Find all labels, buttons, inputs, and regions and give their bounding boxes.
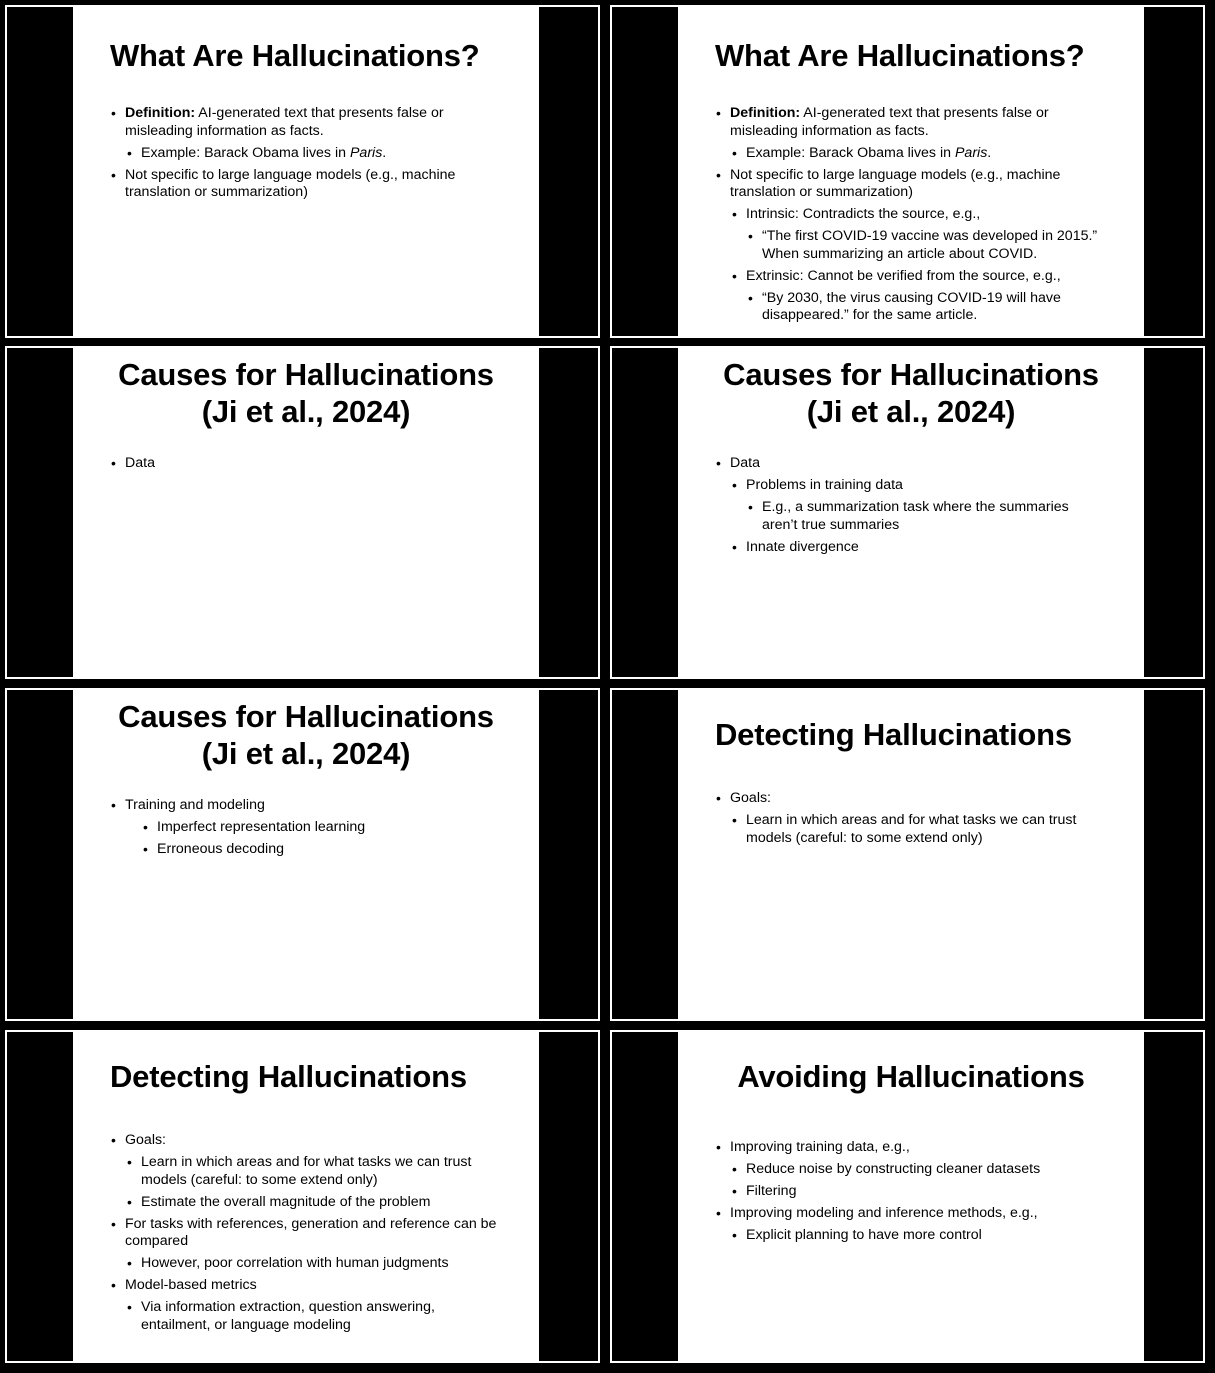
bullet-list (73, 105, 455, 206)
list-item: • Example: Barack Obama lives in Paris. (678, 145, 1097, 163)
list-item: • Not specific to large language models (e.g., machine translation or summarization) (678, 167, 1097, 202)
list-item: • Filtering (678, 1183, 1040, 1201)
slide-content (73, 7, 539, 336)
slide-title: What Are Hallucinations? (715, 38, 1085, 73)
slide-title: What Are Hallucinations? (110, 38, 480, 73)
bullet-list (678, 790, 1076, 852)
list-item: • Model-based metrics (73, 1277, 496, 1295)
list-item: • Data (678, 455, 1069, 473)
list-item: • Innate divergence (678, 539, 1069, 557)
bullet-list (678, 105, 1097, 329)
bullet-list (73, 455, 155, 477)
slide-6[interactable] (610, 688, 1205, 1021)
list-item: • Erroneous decoding (73, 841, 365, 859)
slide-content (678, 1032, 1144, 1361)
slide-4[interactable] (610, 346, 1205, 679)
list-item: • E.g., a summarization task where the summaries aren’t true summaries (678, 499, 1069, 534)
bullet-list (678, 455, 1069, 561)
list-item: • Improving training data, e.g., (678, 1139, 1040, 1157)
list-item: • Explicit planning to have more control (678, 1227, 1040, 1245)
slide-content (73, 1032, 539, 1361)
list-item: • However, poor correlation with human judgments (73, 1255, 496, 1273)
list-item: • For tasks with references, generation and reference can be compared (73, 1216, 496, 1251)
slide-8[interactable] (610, 1030, 1205, 1363)
slide-content (678, 348, 1144, 677)
slide-content (73, 348, 539, 677)
list-item: • Example: Barack Obama lives in Paris. (73, 145, 455, 163)
slide-2[interactable] (610, 5, 1205, 338)
slide-7[interactable] (5, 1030, 600, 1363)
slide-title: Causes for Hallucinations (Ji et al., 2024) (723, 357, 1099, 429)
list-item: • Improving modeling and inference methods, e.g., (678, 1205, 1040, 1223)
slide-content (678, 7, 1144, 336)
list-item: • Goals: (73, 1132, 496, 1150)
slide-title: Avoiding Hallucinations (737, 1059, 1085, 1094)
list-item: • Extrinsic: Cannot be verified from the source, e.g., (678, 268, 1097, 286)
list-item: • Goals: (678, 790, 1076, 808)
list-item: • Definition: AI-generated text that presents false or misleading information as facts. (73, 105, 455, 140)
list-item: • Estimate the overall magnitude of the problem (73, 1194, 496, 1212)
slide-title: Detecting Hallucinations (110, 1059, 467, 1094)
list-item: • Definition: AI-generated text that presents false or misleading information as facts. (678, 105, 1097, 140)
list-item: • Via information extraction, question answering, entailment, or language modeling (73, 1299, 496, 1334)
slide-1[interactable] (5, 5, 600, 338)
slide-title: Causes for Hallucinations (Ji et al., 2024) (118, 699, 494, 771)
bullet-list (678, 1139, 1040, 1249)
bullet-list (73, 1132, 496, 1339)
slide-title: Causes for Hallucinations (Ji et al., 2024) (118, 357, 494, 429)
slide-3[interactable] (5, 346, 600, 679)
list-item: • Training and modeling (73, 797, 365, 815)
list-item: • Learn in which areas and for what tasks we can trust models (careful: to some extend only) (73, 1154, 496, 1189)
bullet-list (73, 797, 365, 863)
slide-5[interactable] (5, 688, 600, 1021)
list-item: • Intrinsic: Contradicts the source, e.g., (678, 206, 1097, 224)
slide-title: Detecting Hallucinations (715, 717, 1072, 752)
list-item: • “The first COVID-19 vaccine was developed in 2015.” When summarizing an article about COVID. (678, 228, 1097, 263)
list-item: • “By 2030, the virus causing COVID-19 will have disappeared.” for the same article. (678, 290, 1097, 325)
list-item: • Imperfect representation learning (73, 819, 365, 837)
slide-content (73, 690, 539, 1019)
list-item: • Reduce noise by constructing cleaner datasets (678, 1161, 1040, 1179)
list-item: • Learn in which areas and for what tasks we can trust models (careful: to some extend only) (678, 812, 1076, 847)
slide-content (678, 690, 1144, 1019)
list-item: • Problems in training data (678, 477, 1069, 495)
list-item: • Data (73, 455, 155, 473)
list-item: • Not specific to large language models (e.g., machine translation or summarization) (73, 167, 455, 202)
